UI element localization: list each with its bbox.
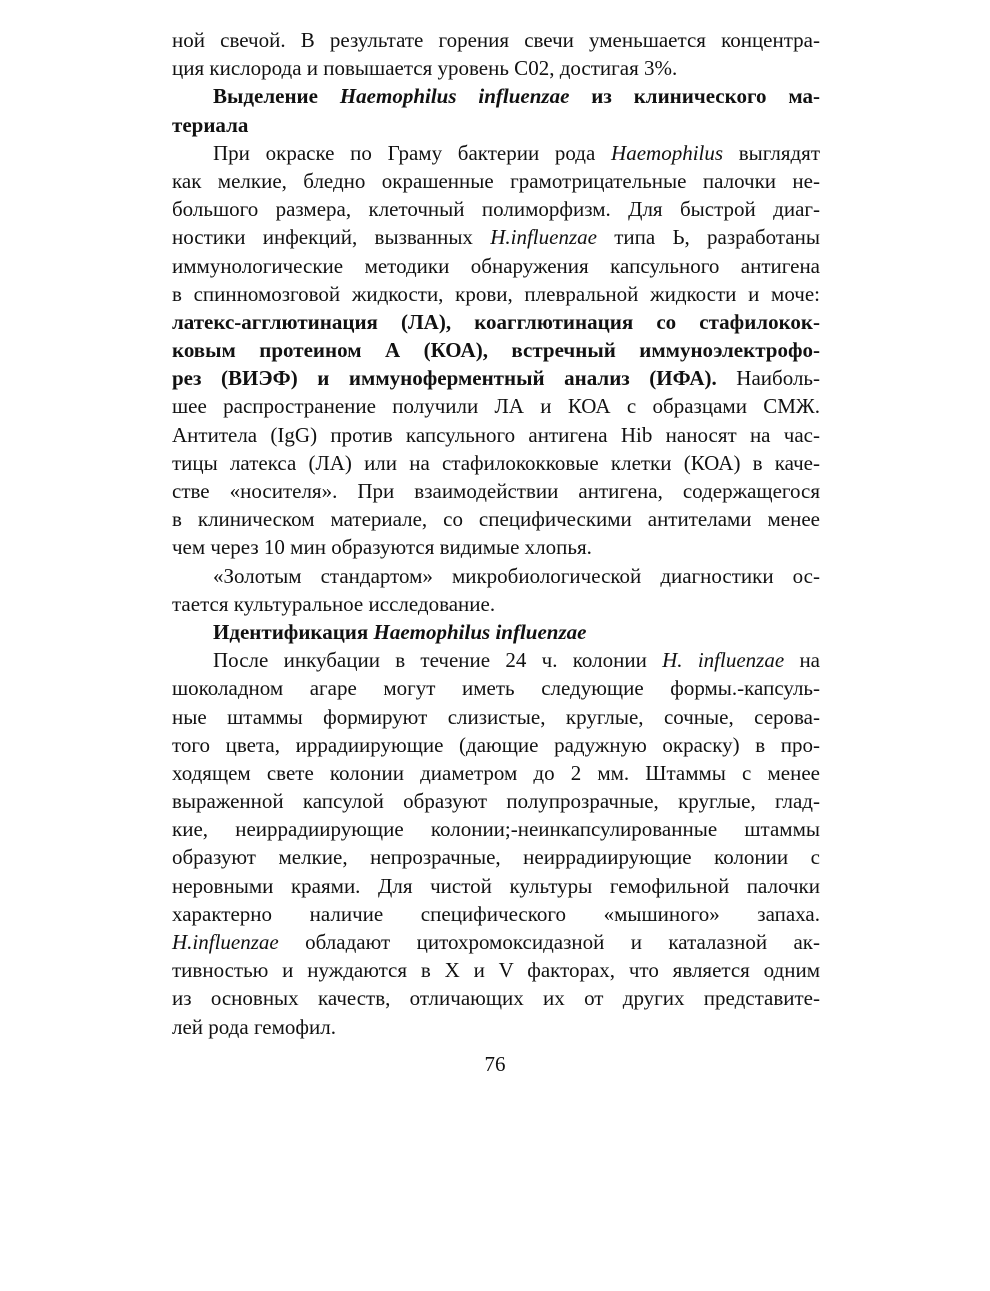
- text-line: в клиническом материале, со специфическими антителами менее: [172, 507, 820, 532]
- text-line: латекс-агглютинация (ЛА), коагглютинация со стафилокок-: [172, 309, 820, 334]
- text-line: ностики инфекций, вызванных H.influenzae типа Ь, разработаны: [172, 225, 820, 250]
- text-line: шее распространение получили ЛА и КОА с образцами СМЖ.: [172, 394, 820, 419]
- text-line: лей рода гемофил.: [172, 1014, 336, 1039]
- paragraph-colonies: [172, 646, 820, 1041]
- text-line: ходящем свете колонии диаметром до 2 мм. Штаммы с менее: [172, 760, 820, 785]
- text-line: тается культуральное исследование.: [172, 591, 496, 616]
- text-line: рез (ВИЭФ) и иммуноферментный анализ (ИФА). Наиболь-: [172, 366, 820, 391]
- text-line: как мелкие, бледно окрашенные грамотрицательные палочки не-: [172, 168, 820, 193]
- text-line: Антитела (IgG) против капсульного антигена Hib наносят на час-: [172, 422, 820, 447]
- text-line: ковым протеином А (КОА), встречный иммуноэлектрофо-: [172, 338, 820, 363]
- text-line: ные штаммы формируют слизистые, круглые, сочные, серова-: [172, 704, 820, 729]
- heading-line: Выделение Haemophilus influenzae из клинического ма-: [213, 84, 820, 109]
- heading-line: териала: [172, 112, 249, 137]
- text-line: После инкубации в течение 24 ч. колонии H. influenzae на: [213, 648, 821, 673]
- text-line: «Золотым стандартом» микробиологической диагностики ос-: [213, 563, 820, 588]
- text-line: из основных качеств, отличающих их от других представите-: [172, 986, 820, 1011]
- paragraph-gold-standard: [172, 562, 820, 618]
- text-line: большого размера, клеточный полиморфизм. Для быстрой диаг-: [172, 197, 820, 222]
- text-line: тицы латекса (ЛА) или на стафилококковые клетки (КОА) в каче-: [172, 450, 820, 475]
- paragraph-intro: [172, 26, 820, 82]
- paragraph-gram-stain: [172, 139, 820, 562]
- text-line: При окраске по Граму бактерии рода Haemophilus выглядят: [213, 140, 820, 165]
- text-line: H.influenzae обладают цитохромоксидазной и каталазной ак-: [172, 930, 820, 954]
- heading-line: Идентификация Haemophilus influenzae: [213, 619, 587, 644]
- section-heading-isolation: [172, 82, 820, 138]
- page-number: 76: [484, 1052, 506, 1076]
- text-line: в спинномозговой жидкости, крови, плевральной жидкости и моче:: [172, 281, 820, 306]
- text-line: характерно наличие специфического «мышиного» запаха.: [172, 901, 820, 926]
- text-line: выраженной капсулой образуют полупрозрачные, круглые, глад-: [172, 789, 820, 814]
- text-line: стве «носителя». При взаимодействии антигена, содержащегося: [172, 479, 820, 503]
- text-line: кие, неиррадиирующие колонии;-неинкапсулированные штаммы: [172, 817, 820, 842]
- section-heading-identification: [172, 618, 820, 646]
- text-line: шоколадном агаре могут иметь следующие формы.-капсуль-: [172, 676, 820, 701]
- text-line: иммунологические методики обнаружения капсульного антигена: [172, 253, 820, 278]
- text-line: ция кислорода и повышается уровень С02, достигая 3%.: [172, 56, 678, 81]
- text-line: неровными краями. Для чистой культуры гемофильной палочки: [172, 873, 820, 898]
- text-line: тивностью и нуждаются в X и V факторах, что является одним: [172, 958, 820, 983]
- text-line: того цвета, иррадиирующие (дающие радужную окраску) в про-: [172, 732, 820, 757]
- text-line: образуют мелкие, непрозрачные, неиррадиирующие колонии с: [172, 845, 820, 870]
- text-line: ной свечой. В результате горения свечи уменьшается концентра-: [172, 28, 820, 52]
- document-page: [172, 26, 820, 1041]
- text-line: чем через 10 мин образуются видимые хлопья.: [172, 535, 592, 560]
